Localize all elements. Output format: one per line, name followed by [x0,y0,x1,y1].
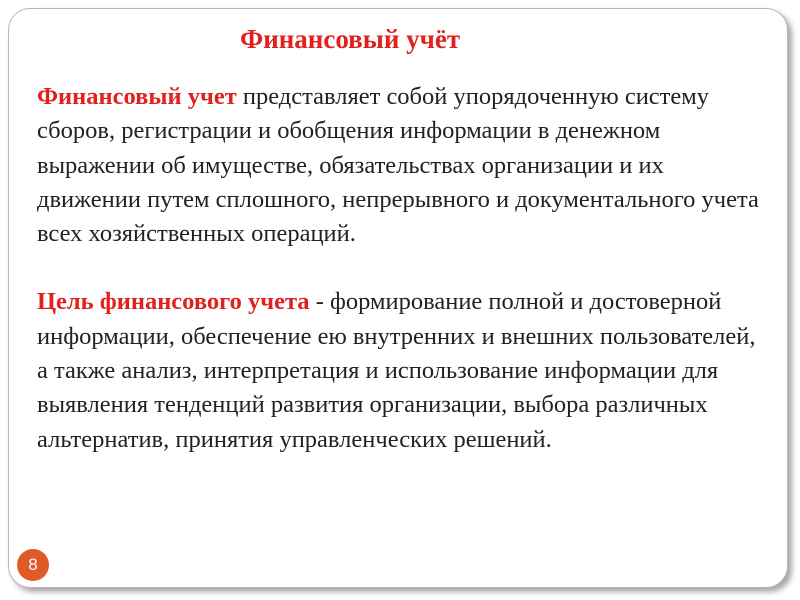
definition-paragraph [37,80,772,251]
slide-title: Финансовый учёт [240,24,461,54]
slide-number-badge: 8 [17,549,49,581]
goal-paragraph [37,285,772,456]
slide-body [37,80,772,457]
goal-term: Цель финансового учета [37,288,310,316]
definition-term: Финансовый учет [37,83,237,110]
goal-text: - формирование полной и достоверной информации, обеспечение ею внутренних и внешних пользователей, а также анализ, интерпретация и использование информации для выявления тенденций развития организации, выбора различных альтернатив, принятия управленческих решений. [37,288,756,453]
definition-text: представляет собой упорядоченную систему сборов, регистрации и обобщения информации в денежном выражении об имуществе, обязательствах организации и их движении путем сплошного, непрерывного и документального учета всех хозяйственных операций. [37,83,759,248]
